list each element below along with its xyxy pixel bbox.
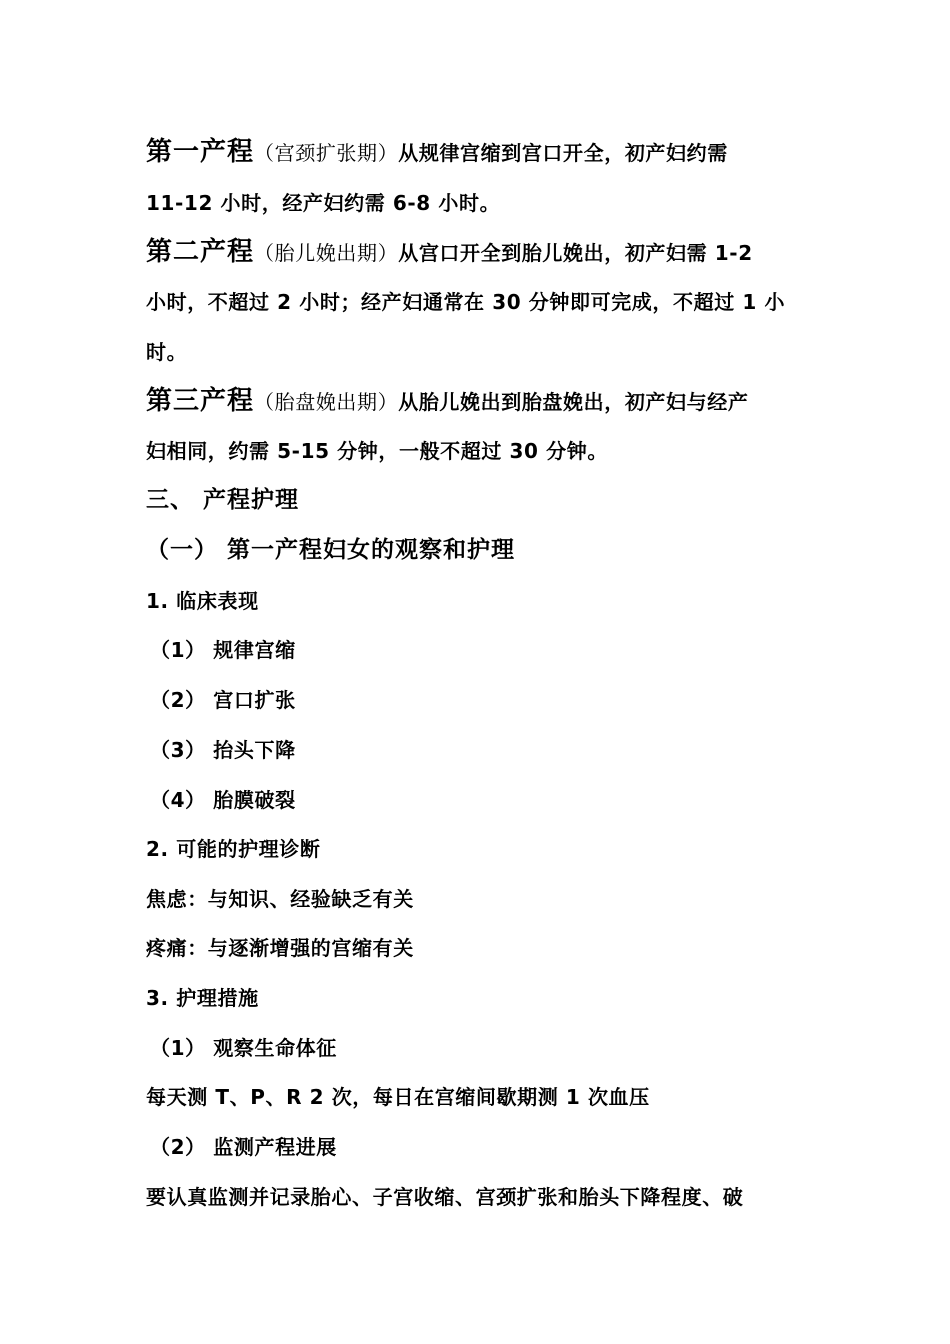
stage1-paren: （宫颈扩张期） (254, 141, 399, 165)
stage3-paragraph-line2: 妇相同，约需 5-15 分钟，一般不超过 30 分钟。 (146, 439, 608, 463)
measures-item1-text: 每天测 T、P、R 2 次，每日在宫缩间歇期测 1 次血压 (146, 1085, 650, 1109)
stage3-text: 从胎儿娩出到胎盘娩出，初产妇与经产 (398, 390, 749, 414)
measures-item2-text: 要认真监测并记录胎心、子宫收缩、宫颈扩张和胎头下降程度、破 (146, 1185, 744, 1209)
section-heading: 三、 产程护理 (146, 487, 300, 513)
stage3-title: 第三产程 (146, 386, 255, 416)
stage2-paren: （胎儿娩出期） (254, 241, 399, 265)
clinical-item: （3） 抬头下降 (150, 738, 296, 762)
stage2-paragraph-line3: 时。 (146, 340, 188, 364)
clinical-heading: 1. 临床表现 (146, 589, 259, 613)
stage2-paragraph-line1 (146, 238, 806, 267)
clinical-item: （4） 胎膜破裂 (150, 788, 296, 812)
diagnosis-item: 焦虑：与知识、经验缺乏有关 (146, 887, 414, 911)
subsection-heading: （一） 第一产程妇女的观察和护理 (146, 537, 516, 563)
clinical-item: （2） 宫口扩张 (150, 688, 296, 712)
measures-heading: 3. 护理措施 (146, 986, 259, 1010)
stage2-paragraph-line2: 小时，不超过 2 小时；经产妇通常在 30 分钟即可完成，不超过 1 小 (146, 290, 786, 314)
measures-item1-title: （1） 观察生命体征 (150, 1036, 337, 1060)
stage1-text: 从规律宫缩到宫口开全，初产妇约需 (398, 141, 728, 165)
stage2-text: 从宫口开全到胎儿娩出，初产妇需 1-2 (398, 241, 753, 265)
stage2-title: 第二产程 (146, 237, 255, 267)
stage1-paragraph-line2: 11-12 小时，经产妇约需 6-8 小时。 (146, 191, 501, 215)
stage1-title: 第一产程 (146, 137, 255, 167)
clinical-item: （1） 规律宫缩 (150, 638, 296, 662)
stage1-paragraph-line1 (146, 138, 806, 167)
measures-item2-title: （2） 监测产程进展 (150, 1135, 337, 1159)
diagnosis-item: 疼痛：与逐渐增强的宫缩有关 (146, 936, 414, 960)
stage3-paragraph-line1 (146, 387, 806, 416)
diagnosis-heading: 2. 可能的护理诊断 (146, 837, 321, 861)
stage3-paren: （胎盘娩出期） (254, 390, 399, 414)
